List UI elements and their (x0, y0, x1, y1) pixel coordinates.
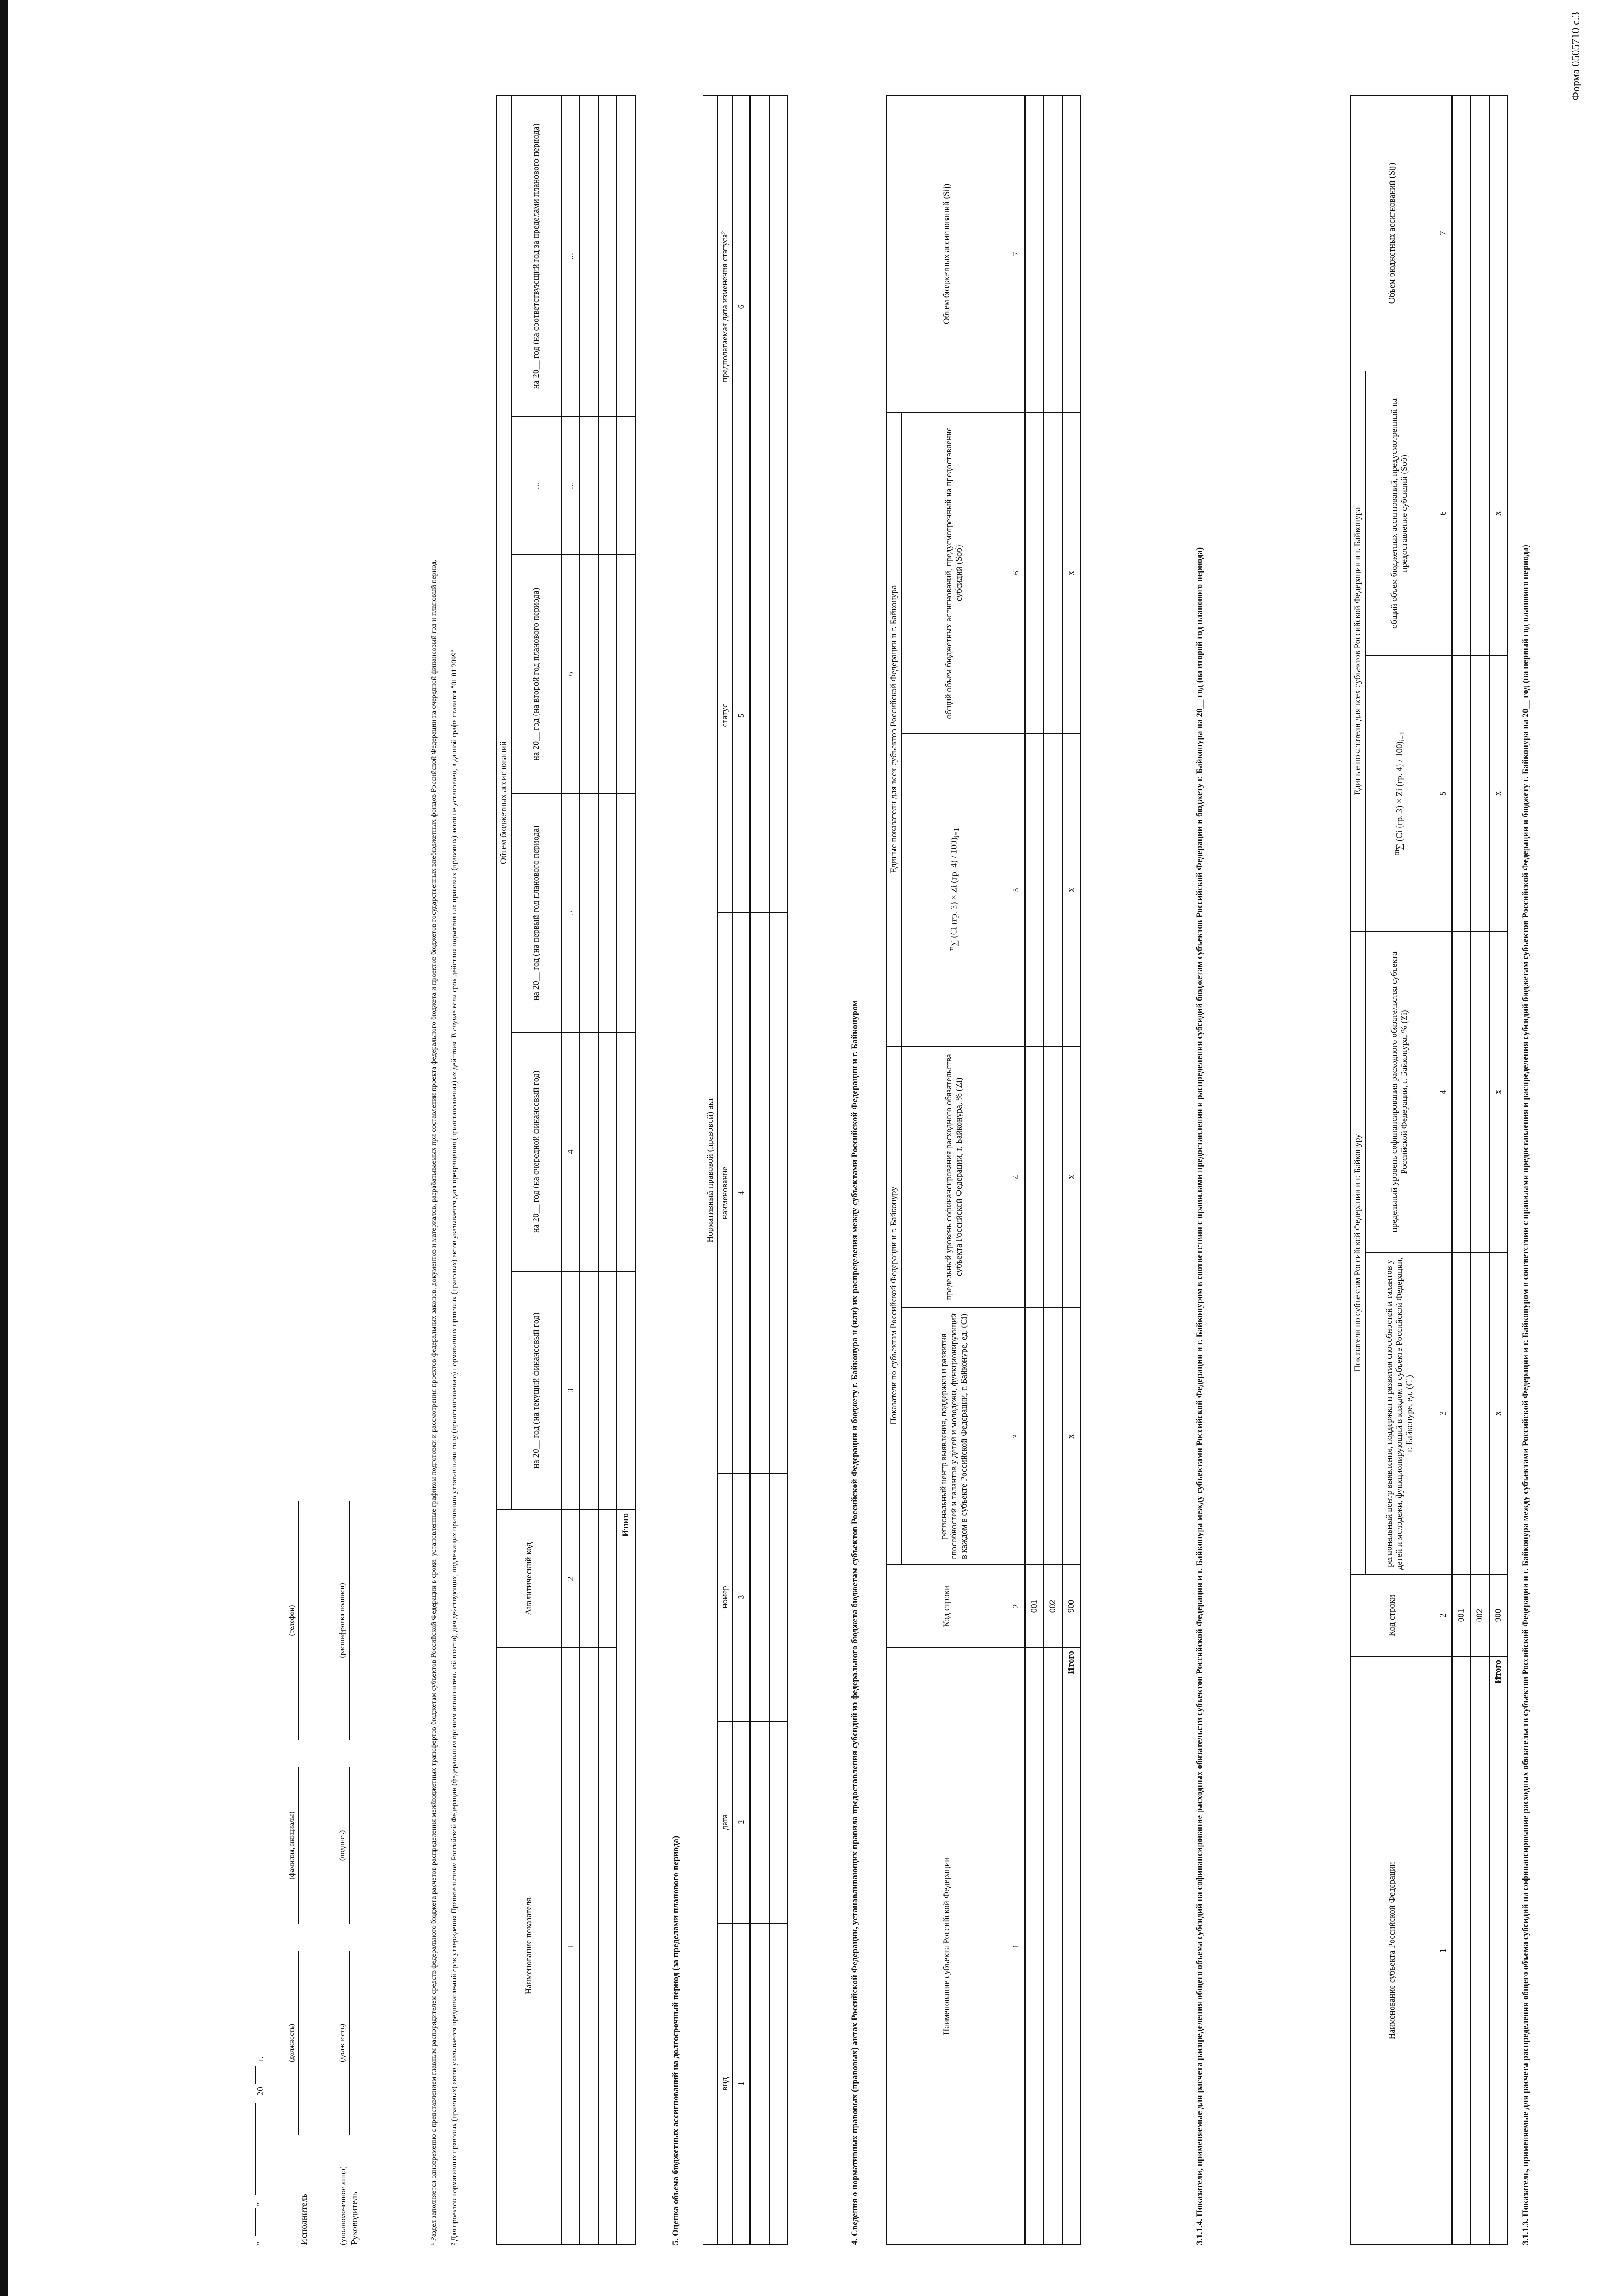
cell-date[interactable] (769, 1721, 788, 1923)
hdr-year-next: на 20__ год (на очередной финансовый год) (511, 1032, 562, 1271)
hdr-unified-group: Единые показатели для всех субъектов Российской Федерации и г. Байконура (887, 412, 901, 1046)
total-y2[interactable] (617, 1032, 635, 1271)
cell-volume[interactable] (1452, 96, 1471, 371)
cell-y2[interactable] (598, 1032, 617, 1271)
hdr-year-current: на 20__ год (на текущий финансовый год) (511, 1271, 562, 1510)
cell-c[interactable] (1471, 1253, 1489, 1574)
date-quote-close: " (255, 2202, 265, 2206)
cell-y4[interactable] (598, 555, 617, 793)
col-num: 7 (1434, 96, 1452, 371)
table-row (750, 96, 769, 2245)
col-num: 3 (562, 1271, 579, 1510)
total-obj: х (1062, 412, 1080, 734)
hdr-year-plan2: на 20__ год (на второй год планового периода) (511, 555, 562, 793)
cell-c[interactable] (1044, 1308, 1062, 1565)
total-c: х (1489, 1253, 1508, 1574)
col-num: 2 (732, 1721, 750, 1923)
col-num: 1 (1434, 1657, 1452, 2245)
head-signature-line[interactable] (349, 1767, 350, 1924)
head-label: Руководитель (349, 2191, 360, 2245)
exec-fio-line[interactable] (298, 1767, 299, 1924)
total-y3[interactable] (617, 793, 635, 1032)
hdr-indicator-name: Наименование показателя (496, 1648, 562, 2245)
hdr-year-plan1: на 20__ год (на первый год планового периода) (511, 793, 562, 1032)
table-row (579, 96, 598, 2245)
col-num: 3 (732, 1473, 750, 1721)
total-formula: х (1062, 734, 1080, 1046)
cell-c[interactable] (1025, 1308, 1044, 1565)
cell-y1[interactable] (598, 1271, 617, 1510)
col-num: 2 (562, 1510, 579, 1648)
total-volume[interactable] (1489, 96, 1508, 371)
cell-volume[interactable] (1471, 96, 1489, 371)
total-label: Итого (1062, 1648, 1080, 2245)
exec-position-line[interactable] (298, 1951, 299, 2135)
cell-subject[interactable] (1452, 1657, 1471, 2245)
cell-total[interactable] (1044, 412, 1062, 734)
total-obj: х (1489, 371, 1508, 656)
col-num: 5 (562, 793, 579, 1032)
total-y4[interactable] (617, 555, 635, 793)
total-row (1489, 96, 1508, 2245)
cell-name[interactable] (579, 1648, 598, 2245)
total-row (617, 96, 635, 2245)
col-num: 4 (1007, 1046, 1025, 1308)
table-row (769, 96, 788, 2245)
date-day-line[interactable] (255, 2208, 256, 2236)
hdr-kind: вид (718, 1923, 732, 2245)
cell-code: 001 (1025, 1565, 1044, 1648)
col-num: 4 (1434, 931, 1452, 1253)
cell-z[interactable] (1452, 931, 1471, 1253)
cell-total[interactable] (1025, 412, 1044, 734)
cell-formula[interactable] (1044, 734, 1062, 1046)
col-num: ... (562, 417, 579, 555)
cell-y1[interactable] (579, 1271, 598, 1510)
cell-analytic[interactable] (598, 1510, 617, 1648)
table-section-5 (496, 95, 636, 2245)
col-num: 5 (1007, 734, 1025, 1046)
cell-status-date[interactable] (750, 96, 769, 518)
hdr-number: номер (718, 1473, 732, 1721)
table-row (1025, 96, 1044, 2245)
total-dots[interactable] (617, 417, 635, 555)
cell-dots[interactable] (579, 417, 598, 555)
cell-z[interactable] (1025, 1046, 1044, 1308)
table-row (598, 96, 617, 2245)
col-num: 3 (1434, 1253, 1452, 1574)
total-code: 900 (1062, 1565, 1080, 1648)
cell-code: 002 (1044, 1565, 1062, 1648)
section-3-1-1-3-title: 3.1.1.3. Показатель, применяемые для расчета распределения общего объема субсидий на софинансирование расходных обязательств субъектов Российской Федерации и г. Байконура между субъектами Российской Федерации и г. Байконуром в соответствии с правилами предоставления и распределения субсидий бюджетам субъектов Российской Федерации и бюджету г. Байконура на 20__ год (на первый год планового периода) (1521, 545, 1530, 2245)
cell-kind[interactable] (750, 1923, 769, 2245)
table-3-1-1-3 (1350, 95, 1508, 2245)
date-month-line[interactable] (255, 2103, 256, 2195)
hdr-dots: ... (511, 417, 562, 555)
cell-c[interactable] (1452, 1253, 1471, 1574)
head-position-caption: (должность) (338, 2024, 346, 2062)
cell-status[interactable] (750, 518, 769, 913)
head-position-line[interactable] (349, 1951, 350, 2135)
cell-status[interactable] (769, 518, 788, 913)
form-code: Форма 0505710 с.3 (1570, 12, 1582, 101)
hdr-date: дата (718, 1721, 732, 1923)
cell-dots[interactable] (598, 417, 617, 555)
col-num: 6 (732, 96, 750, 518)
hdr-subject-name: Наименование субъекта Российской Федерации (1350, 1657, 1434, 2245)
hdr-volume: Объем бюджетных ассигнований (Sij) (1350, 96, 1434, 371)
cell-title[interactable] (750, 913, 769, 1473)
col-num: 6 (1434, 371, 1452, 656)
table-row (1452, 96, 1471, 2245)
cell-y5[interactable] (598, 96, 617, 417)
total-c: х (1062, 1308, 1080, 1565)
cell-formula[interactable] (1452, 656, 1471, 931)
cell-kind[interactable] (769, 1923, 788, 2245)
table-row (1044, 96, 1062, 2245)
date-suffix: г. (255, 2056, 265, 2061)
col-num: 3 (1007, 1308, 1025, 1565)
cell-analytic[interactable] (579, 1510, 598, 1648)
total-formula: х (1489, 656, 1508, 931)
total-z: х (1489, 931, 1508, 1253)
top-border-bar (0, 0, 8, 2296)
hdr-total-volume: общий объем бюджетных ассигнований, предусмотренный на предоставление субсидий (Sоб) (901, 412, 1007, 734)
cell-y3[interactable] (579, 793, 598, 1032)
col-num: 1 (1007, 1648, 1025, 2245)
head-decoding-caption: (расшифровка подписи) (338, 1583, 346, 1658)
hdr-formula: $^m$∑ (Ci (гр. 3) × Zi (гр. $4) / 100)_{i=1}$ (901, 734, 1007, 1046)
hdr-c-label: региональный центр выявления, поддержки и развития способностей и талантов у детей и молодежи, функционирующий в каждом в субъекте Российской Федерации, г. Байконуре, ед. (Ci) (901, 1308, 1007, 1565)
head-signature-caption: (подпись) (338, 1830, 346, 1861)
cell-status-date[interactable] (769, 96, 788, 518)
table-section-4 (703, 95, 788, 2245)
cell-z[interactable] (1471, 931, 1489, 1253)
footnote-1: ¹ Раздел заполняется одновременно с представлением главным распорядителем средств федерального бюджета расчетов распределения межбюджетных трансфертов бюджетам субъектов Российской Федерации в сроки, установленные графиком подготовки и рассмотрения проектов федеральных законов, документов и материалов, разрабатываемых при составлении проекта федерального бюджета и проектов бюджетов государственных внебюджетных фондов Российской Федерации на очередной финансовый год и плановый период. (430, 559, 438, 2245)
exec-position-caption: (должность) (288, 2024, 296, 2062)
cell-name[interactable] (598, 1648, 617, 2245)
cell-date[interactable] (750, 1721, 769, 1923)
col-num: 1 (562, 1648, 579, 2245)
col-num: 6 (1007, 412, 1025, 734)
col-num: ... (562, 96, 579, 417)
exec-phone-line[interactable] (298, 1501, 299, 1740)
date-year-line[interactable] (255, 2066, 256, 2084)
cell-formula[interactable] (1471, 656, 1489, 931)
hdr-status: статус (718, 518, 732, 913)
hdr-total-volume: общий объем бюджетных ассигнований, предусмотренный на предоставление субсидий (Sоб) (1365, 371, 1434, 656)
cell-y5[interactable] (579, 96, 598, 417)
cell-total[interactable] (1471, 371, 1489, 656)
total-row (1062, 96, 1080, 2245)
col-num: 5 (732, 518, 750, 913)
hdr-year-beyond: на 20__ год (на соответствующий год за пределами планового периода) (511, 96, 562, 417)
cell-z[interactable] (1044, 1046, 1062, 1308)
total-label: Итого (1489, 1657, 1508, 2245)
hdr-indicators-group: Показатели по субъектам Российской Федерации и г. Байконуру (887, 1046, 901, 1565)
footnote-2: ² Для проектов нормативных правовых (правовых) актов указывается предполагаемый срок утверждения Правительством Российской Федерации (федеральным органом исполнительной власти), для действующих, подлежащих признанию утратившими силу (приостановлению) нормативных правовых (правовых) актов указывается дата прекращения (приостановления) их действия. В случае если срок действия нормативных правовых (правовых) актов не установлен, в данной графе ставится "01.01.2099". (450, 647, 458, 2245)
hdr-title: наименование (718, 913, 732, 1473)
total-volume[interactable] (1062, 96, 1080, 412)
table-row (1471, 96, 1489, 2245)
cell-total[interactable] (1452, 371, 1471, 656)
hdr-volume: Объем бюджетных ассигнований (Sij) (887, 96, 1007, 412)
cell-title[interactable] (769, 913, 788, 1473)
table-3-1-1-4 (886, 95, 1081, 2245)
section-3-1-1-4-title: 3.1.1.4. Показатели, применяемые для расчета распределения общего объема субсидий на софинансирование расходных обязательств субъектов Российской Федерации и г. Байконура между субъектами Российской Федерации и г. Байконуром в соответствии с правилами предоставления и распределения субсидий бюджетам субъектов Российской Федерации и бюджету г. Байконура на 20__ год (на второй год планового периода) (1195, 547, 1204, 2245)
cell-subject[interactable] (1471, 1657, 1489, 2245)
hdr-z-label: предельный уровень софинансирования расходного обязательства субъекта Российской Федерации, г. Байконура, % (Zi) (1365, 931, 1434, 1253)
hdr-volume-group: Объем бюджетных ассигнований (496, 96, 511, 1510)
col-num: 4 (732, 913, 750, 1473)
col-num: 2 (1007, 1565, 1025, 1648)
cell-subject[interactable] (1025, 1648, 1044, 2245)
cell-subject[interactable] (1044, 1648, 1062, 2245)
cell-code: 002 (1471, 1574, 1489, 1657)
hdr-z-label: предельный уровень софинансирования расходного обязательства субъекта Российской Федерации, г. Байконура, % (Zi) (901, 1046, 1007, 1308)
col-num: 1 (732, 1923, 750, 2245)
hdr-row-code: Код строки (1350, 1574, 1434, 1657)
head-sub: (уполномоченное лицо) (338, 2166, 347, 2245)
cell-volume[interactable] (1025, 96, 1044, 412)
hdr-unified-group: Единые показатели для всех субъектов Российской Федерации и г. Байконура (1350, 371, 1365, 931)
hdr-status-change-date: предполагаемая дата изменения статуса² (718, 96, 732, 518)
col-num: 4 (562, 1032, 579, 1271)
col-num: 5 (1434, 656, 1452, 931)
exec-phone-caption: (телефон) (288, 1605, 296, 1636)
cell-y4[interactable] (579, 555, 598, 793)
col-num: 6 (562, 555, 579, 793)
cell-volume[interactable] (1044, 96, 1062, 412)
col-num: 2 (1434, 1574, 1452, 1657)
section-4-title: 4. Сведения о нормативных правовых (правовых) актах Российской Федерации, устанавливающих правила предоставления субсидий из федерального бюджета бюджетам субъектов Российской Федерации и бюджету г. Байконура и (или) их распределения между субъектами Российской Федерации и г. Байконуром (850, 1000, 860, 2245)
hdr-subject-name: Наименование субъекта Российской Федерации (887, 1648, 1007, 2245)
hdr-row-code: Код строки (887, 1565, 1007, 1648)
head-decoding-line[interactable] (349, 1501, 350, 1740)
hdr-c-label: региональный центр выявления, поддержки и развития способностей и талантов у детей и молодежи, функционирующий в каждом в субъекте Российской Федерации, г. Байконуре, ед. (Ci) (1365, 1253, 1434, 1574)
total-label: Итого (617, 1510, 635, 2245)
hdr-formula: $^m$∑ (Ci (гр. 3) × Zi (гр. $4) / 100)_{i=1}$ (1365, 656, 1434, 931)
cell-number[interactable] (750, 1473, 769, 1721)
date-quote-open: " (255, 2241, 265, 2245)
cell-number[interactable] (769, 1473, 788, 1721)
total-y1[interactable] (617, 1271, 635, 1510)
total-y5[interactable] (617, 96, 635, 417)
hdr-analytic-code: Аналитический код (496, 1510, 562, 1648)
total-z: х (1062, 1046, 1080, 1308)
cell-y2[interactable] (579, 1032, 598, 1271)
cell-formula[interactable] (1025, 734, 1044, 1046)
section-5-title: 5. Оценка объема бюджетных ассигнований на долгосрочный период (за пределами планового периода) (671, 1835, 681, 2245)
total-code: 900 (1489, 1574, 1508, 1657)
cell-code: 001 (1452, 1574, 1471, 1657)
col-num: 7 (1007, 96, 1025, 412)
exec-fio-caption: (фамилия, инициалы) (288, 1812, 296, 1880)
date-year: 20 (255, 2087, 265, 2096)
cell-y3[interactable] (598, 793, 617, 1032)
hdr-indicators-group: Показатели по субъектам Российской Федерации и г. Байконуру (1350, 931, 1365, 1574)
hdr-act-group: Нормативный правовой (правовой) акт (703, 96, 718, 2245)
exec-label: Исполнитель (299, 2194, 309, 2245)
